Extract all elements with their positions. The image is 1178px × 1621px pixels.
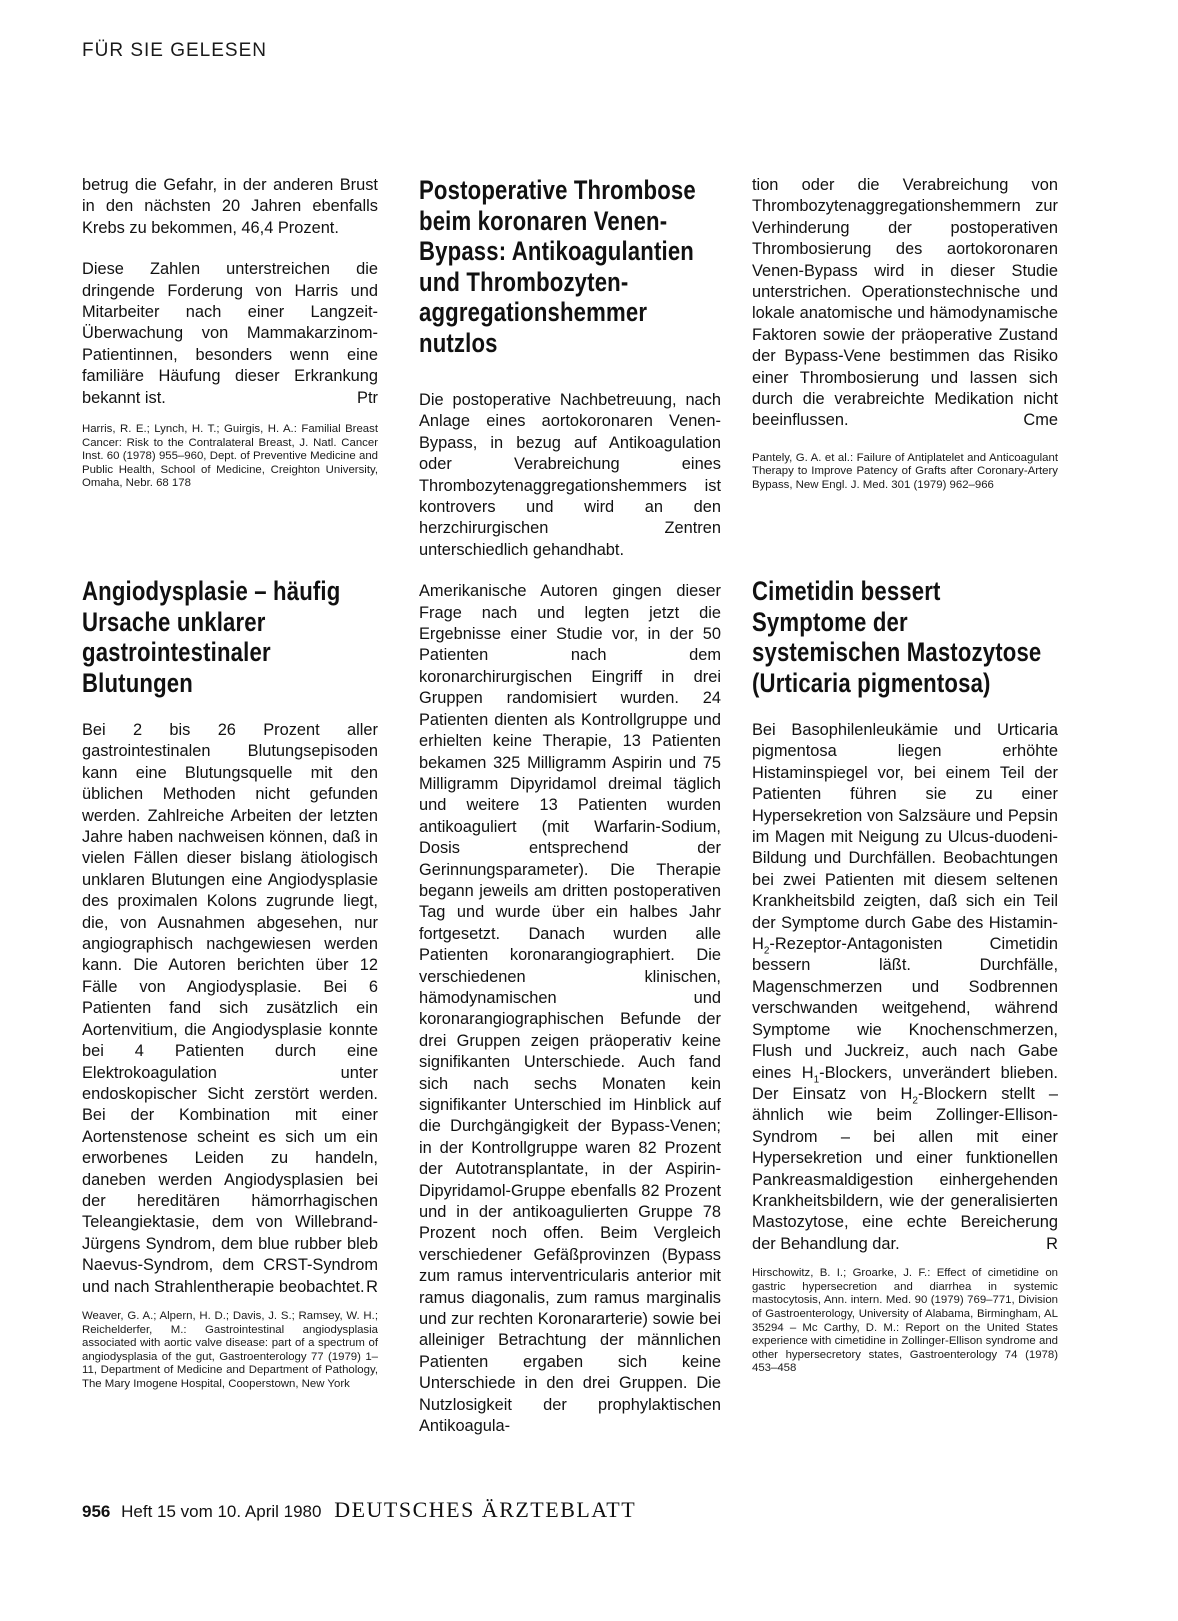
section-label: FÜR SIE GELESEN: [82, 40, 267, 61]
article-headline: Angiodysplasie – häufig Ursache unklarer gastrointestinaler Blutungen: [82, 576, 341, 698]
author-signature: R: [366, 1277, 378, 1296]
author-signature: R: [1046, 1234, 1058, 1253]
paragraph-text: -Blockern stellt – ähnlich wie beim Zollinger-Ellison-Syndrom – bei allen mit einer Hypersekretion und einer funktionellen Pankreasmaldigestion einhergehenden Krankheitsbildern, wie der generalisierten Mastozytose, eine echte Bereicherung der Behandlung dar.: [752, 1084, 1058, 1253]
subscript: 2: [912, 1095, 918, 1107]
paragraph-text: -Rezeptor-Antagonisten Cimetidin bessern läßt. Durchfälle, Magenschmerzen und Sodbrennen verschwanden weitgehend, während Symptome wie Knochenschmerzen, Flush und Juckreiz, auch nach Gabe eines H: [752, 935, 1058, 1082]
paragraph: [82, 259, 378, 409]
article-angiodysplasie: [82, 576, 378, 1392]
article-headline: Cimetidin bessert Symptome der systemischen Mastozytose (Urticaria pigmentosa): [752, 576, 1042, 698]
reference: Pantely, G. A. et al.: Failure of Antiplatelet and Anticoagulant Therapy to Improve Patency of Grafts after Coronary-Artery Bypass, New Engl. J. Med. 301 (1979) 962–966: [752, 451, 1058, 492]
paragraph: [82, 720, 378, 1298]
paragraph: [752, 175, 1058, 432]
issue-info: Heft 15 vom 10. April 1980: [121, 1502, 322, 1521]
reference: Weaver, G. A.; Alpern, H. D.; Davis, J. S.; Ramsey, W. H.; Reichelderfer, M.: Gastrointestinal angiodysplasia associated with aortic valve disease: part of a spectrum of angiodysplasia of the gut, Gastroenterology 77 (1979) 1–11, Department of Medicine and Department of Pathology, The Mary Imogene Hospital, Cooperstown, New York: [82, 1309, 378, 1390]
paragraph-text: -Blockers, unverändert blieben. Der Einsatz von H: [752, 1063, 1058, 1103]
column-1-top: [82, 175, 378, 491]
author-signature: Cme: [1023, 411, 1058, 430]
page-footer: [82, 1497, 636, 1523]
reference: Harris, R. E.; Lynch, H. T.; Guirgis, H. A.: Familial Breast Cancer: Risk to the Contralateral Breast, J. Natl. Cancer Inst. 60 (1978) 955–960, Dept. of Preventive Medicine and Public Health, School of Medicine, Creighton University, Omaha, Nebr. 68 178: [82, 423, 378, 490]
article-thrombose: [419, 175, 721, 1438]
article-headline: Postoperative Thrombose beim koronaren Venen-Bypass: Antikoagulantien und Thrombozyten-aggregationshemmer nutzlos: [419, 175, 696, 358]
paragraph: [752, 720, 1058, 1255]
paragraph-text: Bei 2 bis 26 Prozent aller gastrointestinalen Blutungsepisoden kann eine Blutungsquelle mit den üblichen Methoden nicht gefunden werden. Zahlreiche Arbeiten der letzten Jahre haben nachweisen können, daß in vielen Fällen dieser bislang ätiologisch unklaren Blutungen eine Angiodysplasie des proximalen Kolons zugrunde liegt, die, von Ausnahmen abgesehen, nur angiographisch nachgewiesen werden kann. Die Autoren berichten über 12 Fälle von Angiodysplasie. Bei 6 Patienten fand sich zusätzlich ein Aortenvitium, die Angiodysplasie konnte bei 4 Patienten durch eine Elektrokoagulation unter endoskopischer Sicht zerstört werden. Bei der Kombination mit einer Aortenstenose scheint es sich um ein erworbenes Leiden zu handeln, daneben werden Angiodysplasien bei der hereditären hämorrhagischen Teleangiektasie, dem von Willebrand-Jürgens Syndrom, dem blue rubber bleb Naevus-Syndrom, dem CRST-Syndrom und nach Strahlentherapie beobachtet.: [82, 721, 378, 1296]
paragraph: Die postoperative Nachbetreuung, nach Anlage eines aortokoronaren Venen-Bypass, in bezug auf Antikoagulation oder Verabreichung eines Thrombozytenaggregationshemmers ist kontrovers und wird an den herzchirurgischen Zentren unterschiedlich gehandhabt.: [419, 391, 721, 559]
paragraph: Amerikanische Autoren gingen dieser Frage nach und legten jetzt die Ergebnisse einer Studie vor, in der 50 Patienten nach dem koronarchirurgischen Eingriff in drei Gruppen randomisiert wurden. 24 Patienten dienten als Kontrollgruppe und erhielten keine Therapie, 13 Patienten bekamen 325 Milligramm Aspirin und 75 Milligramm Dipyridamol dreimal täglich und weitere 13 Patienten wurden antikoaguliert (mit Warfarin-Sodium, Dosis entsprechend der Gerinnungsparameter). Die Therapie begann jeweils am dritten postoperativen Tag und wurde über ein halbes Jahr fortgesetzt. Danach wurden alle Patienten koronarangiographiert. Die verschiedenen klinischen, hämodynamischen und koronarangiographischen Befunde der drei Gruppen zeigen präoperativ keine signifikanten Unterschiede. Auch fand sich nach sechs Monaten kein signifikanter Unterschied im Hinblick auf die Durchgängigkeit der Bypass-Venen; in der Kontrollgruppe waren 82 Prozent der Autotransplantate, in der Aspirin-Dipyridamol-Gruppe ebenfalls 82 Prozent und in der antikoagulierten Gruppe 78 Prozent noch offen. Beim Vergleich verschiedener Gefäßprovinzen (Bypass zum ramus interventricularis anterior mit ramus diagonalis, zum ramus marginalis und zur rechten Koronararterie) sowie bei alleiniger Betrachtung der männlichen Patienten ergaben sich keine Unterschiede in den drei Gruppen. Die Nutzlosigkeit der prophylaktischen Antikoagula-: [419, 582, 721, 1436]
reference: Hirschowitz, B. I.; Groarke, J. F.: Effect of cimetidine on gastric hypersecretion and diarrhea in systemic mastocytosis, Ann. intern. Med. 90 (1979) 769–771, Division of Gastroenterology, University of Alabama, Birmingham, AL 35294 – Mc Carthy, D. M.: Report on the United States experience with cimetidine in Zollinger-Ellison syndrome and other hypersecretory states, Gastroenterology 74 (1978) 453–458: [752, 1267, 1058, 1375]
subscript: 2: [763, 945, 770, 957]
journal-name: DEUTSCHES ÄRZTEBLATT: [334, 1497, 637, 1522]
paragraph-text: Bei Basophilenleukämie und Urticaria pigmentosa liegen erhöhte Histaminspiegel vor, bei einem Teil der Patienten führen sie zu einer Hypersekretion von Salzsäure und Pepsin im Magen mit Neigung zu Ulcus-duodeni-Bildung und Durchfällen. Beobachtungen bei zwei Patienten mit diesem seltenen Krankheitsbild zeigten, daß sich ein Teil der Symptome durch Gabe des Histamin-H: [752, 721, 1058, 954]
article-thrombose-continued: [752, 175, 1058, 493]
author-signature: Ptr: [357, 388, 378, 407]
page-number: 956: [82, 1502, 111, 1521]
paragraph-text: tion oder die Verabreichung von Thrombozytenaggregationshemmern zur Verhinderung der postoperativen Thrombosierung des aortokoronaren Venen-Bypass wird in dieser Studie unterstrichen. Operationstechnische und lokale anatomische und hämodynamische Faktoren sowie der präoperative Zustand der Bypass-Vene bestimmen das Risiko einer Thrombosierung und lassen sich durch die verabreichte Medikation nicht beeinflussen.: [752, 176, 1058, 430]
paragraph-text: Diese Zahlen unterstreichen die dringende Forderung von Harris und Mitarbeiter nach einer Langzeit-Überwachung von Mammakarzinom-Patientinnen, besonders wenn eine familiäre Häufung dieser Erkrankung bekannt ist.: [82, 260, 378, 407]
article-cimetidin: [752, 576, 1058, 1376]
paragraph: betrug die Gefahr, in der anderen Brust in den nächsten 20 Jahren ebenfalls Krebs zu bekommen, 46,4 Prozent.: [82, 176, 378, 237]
subscript: 1: [813, 1073, 820, 1085]
